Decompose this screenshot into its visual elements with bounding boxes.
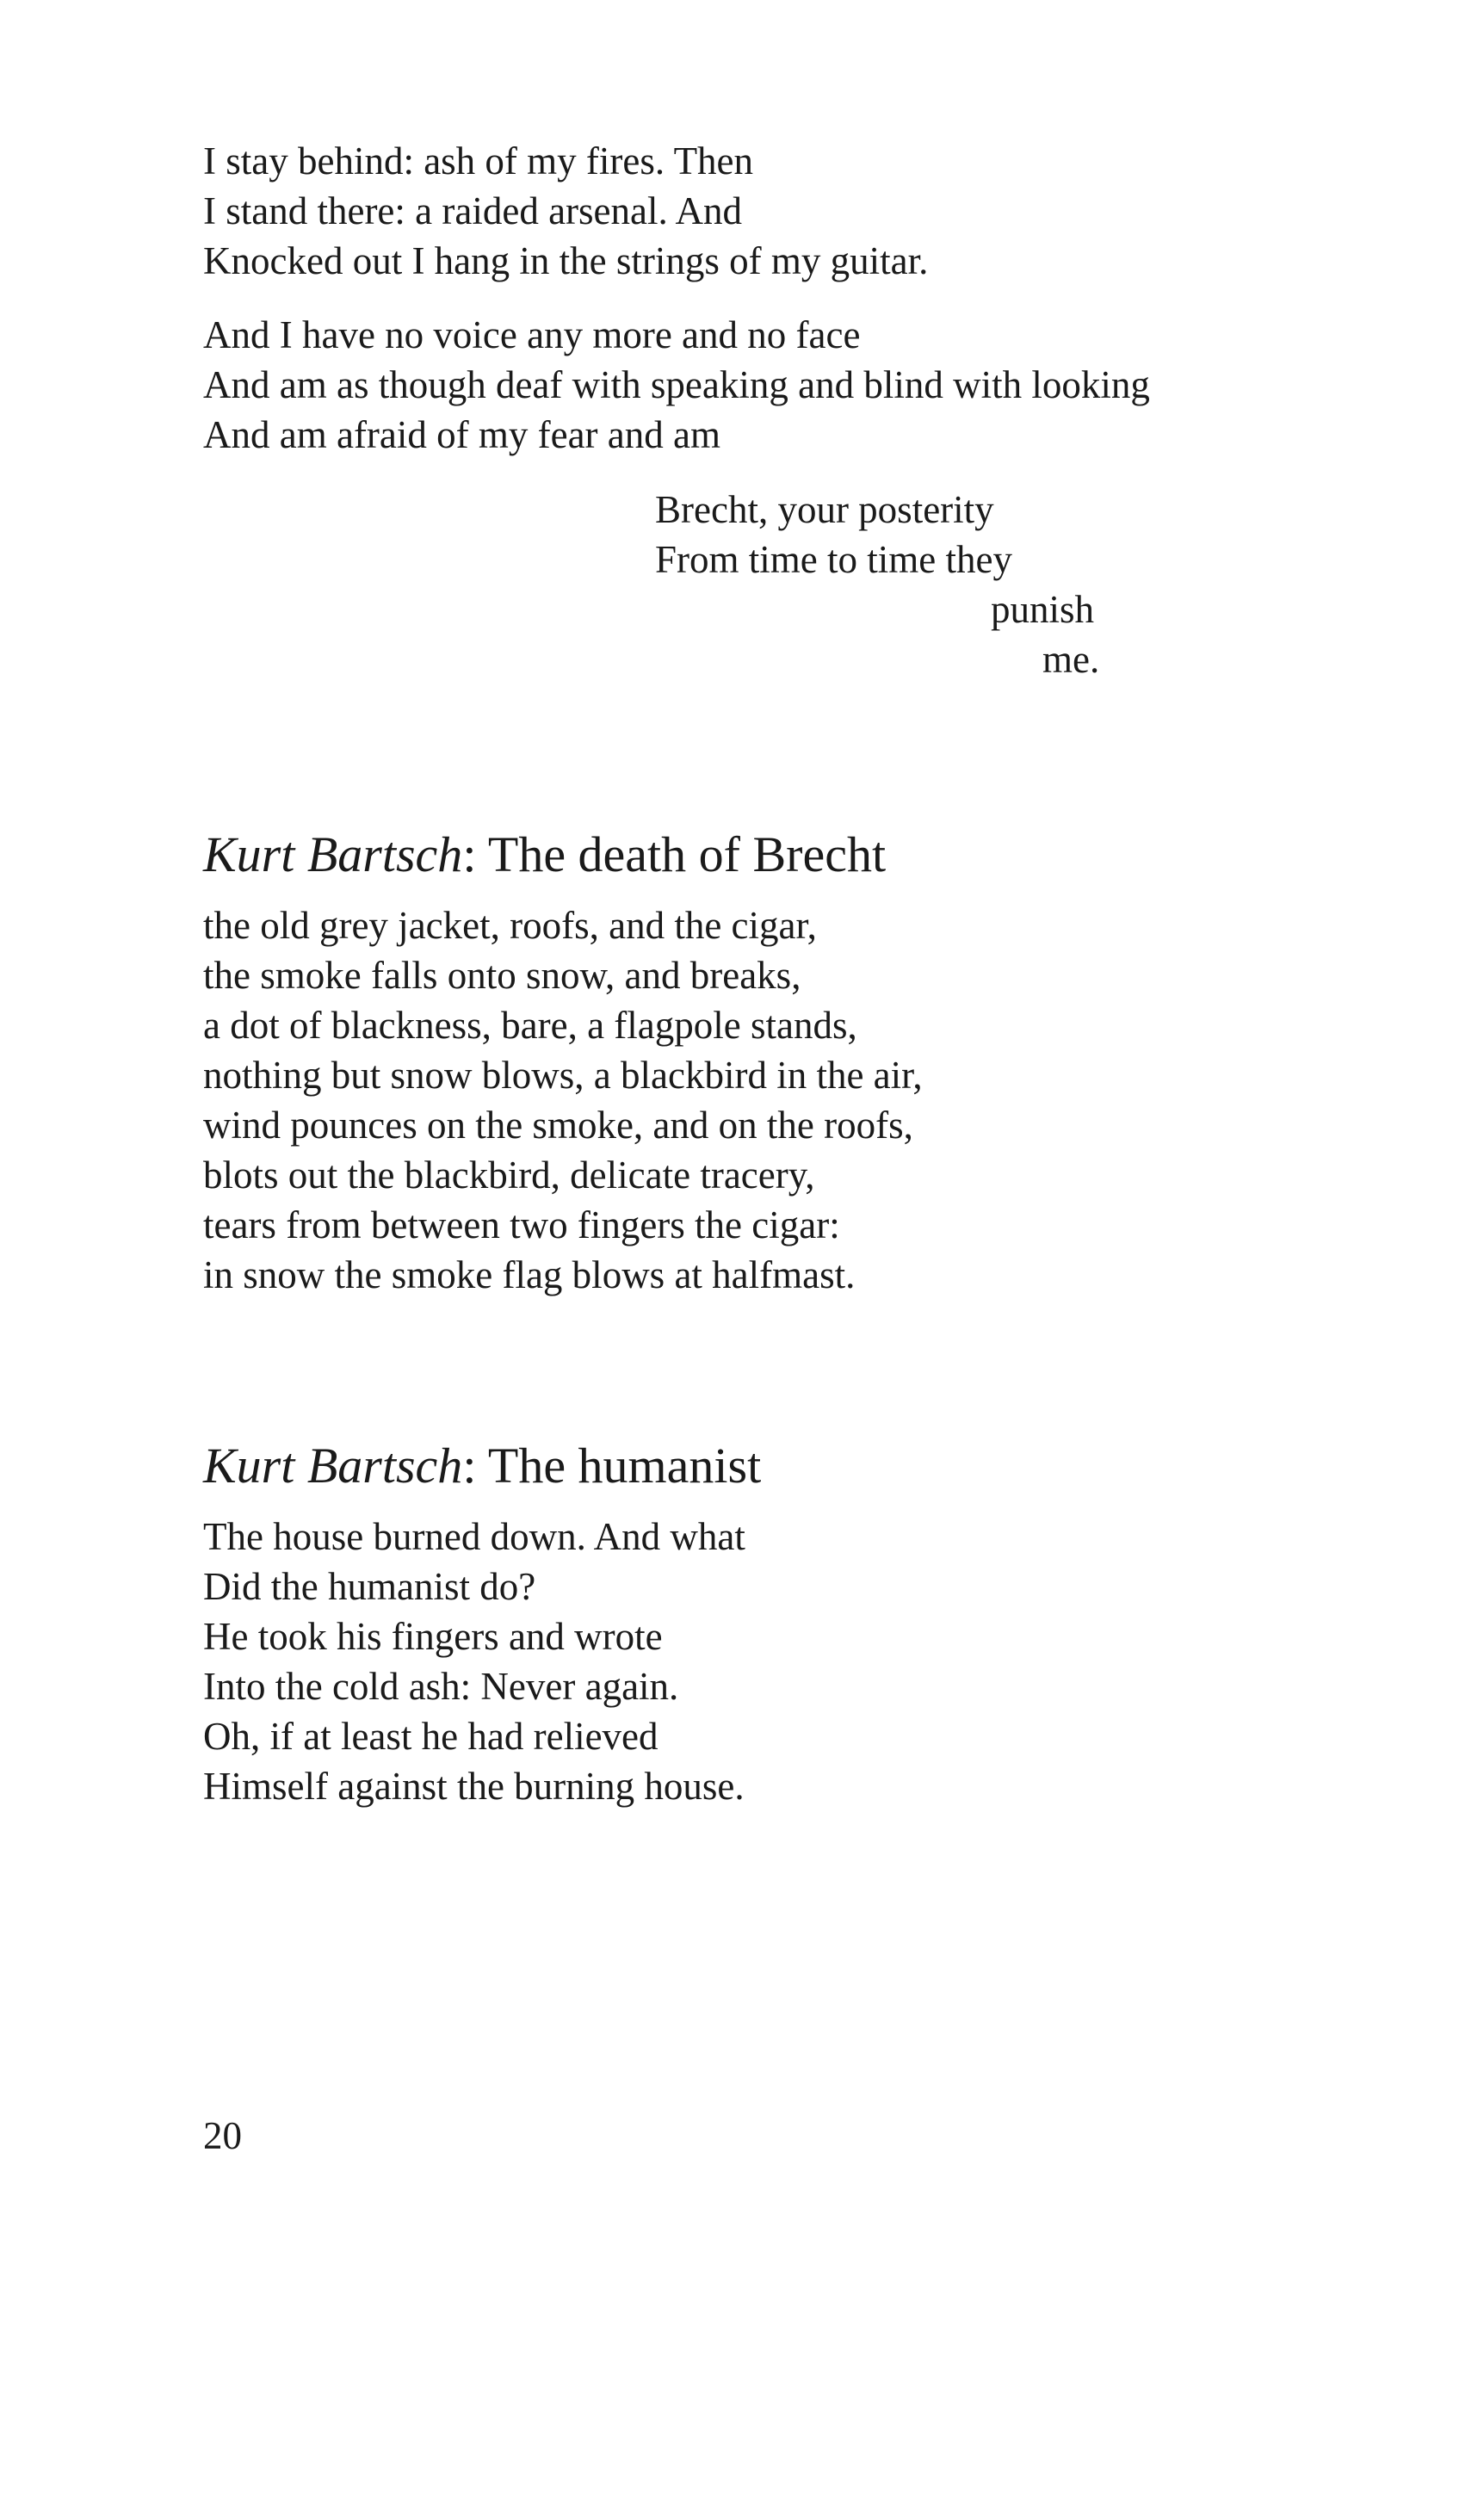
poem-line: me. [1042, 638, 1100, 681]
continuation-stanza-3 [203, 485, 1099, 684]
poem-line: in snow the smoke flag blows at halfmast. [203, 1253, 856, 1296]
poem-line: wind pounces on the smoke, and on the roofs, [203, 1104, 913, 1147]
poem-title-text: The humanist [476, 1438, 762, 1494]
continuation-stanza-2 [203, 310, 1150, 460]
poem-line: Brecht, your posterity [655, 488, 994, 531]
poem-line: the old grey jacket, roofs, and the cigar, [203, 904, 817, 947]
poem-line: The house burned down. And what [203, 1515, 745, 1558]
title-separator: : [462, 1438, 477, 1494]
poem-line: the smoke falls onto snow, and breaks, [203, 954, 801, 997]
poem-line: I stand there: a raided arsenal. And [203, 189, 743, 232]
poem-body-humanist [203, 1512, 745, 1811]
poem-line: He took his fingers and wrote [203, 1615, 663, 1658]
poem-title-death-of-brecht [203, 825, 886, 885]
poem-line: punish [991, 588, 1095, 631]
poem-line: tears from between two fingers the cigar: [203, 1203, 840, 1246]
poem-author: Kurt Bartsch [203, 1438, 463, 1494]
poem-author: Kurt Bartsch [203, 826, 463, 882]
poem-line: blots out the blackbird, delicate tracery, [203, 1154, 815, 1197]
poem-line: Did the humanist do? [203, 1565, 536, 1608]
poem-line: I stay behind: ash of my fires. Then [203, 139, 754, 182]
poem-line: a dot of blackness, bare, a flagpole stands, [203, 1004, 857, 1047]
title-separator: : [462, 826, 477, 882]
poem-body-death-of-brecht [203, 900, 923, 1300]
page-number: 20 [203, 2114, 242, 2157]
poem-line: Knocked out I hang in the strings of my guitar. [203, 239, 929, 282]
poem-line: Himself against the burning house. [203, 1765, 745, 1808]
poem-line: nothing but snow blows, a blackbird in the air, [203, 1054, 923, 1097]
poem-title-humanist [203, 1436, 761, 1496]
poem-line: Oh, if at least he had relieved [203, 1715, 659, 1758]
poem-line: And am afraid of my fear and am [203, 413, 720, 456]
poem-line: And I have no voice any more and no face [203, 313, 861, 356]
poem-line: And am as though deaf with speaking and blind with looking [203, 363, 1150, 406]
poem-line: From time to time they [655, 538, 1012, 581]
continuation-stanza-1 [203, 136, 928, 286]
poem-title-text: The death of Brecht [476, 826, 887, 882]
poem-line: Into the cold ash: Never again. [203, 1665, 679, 1708]
